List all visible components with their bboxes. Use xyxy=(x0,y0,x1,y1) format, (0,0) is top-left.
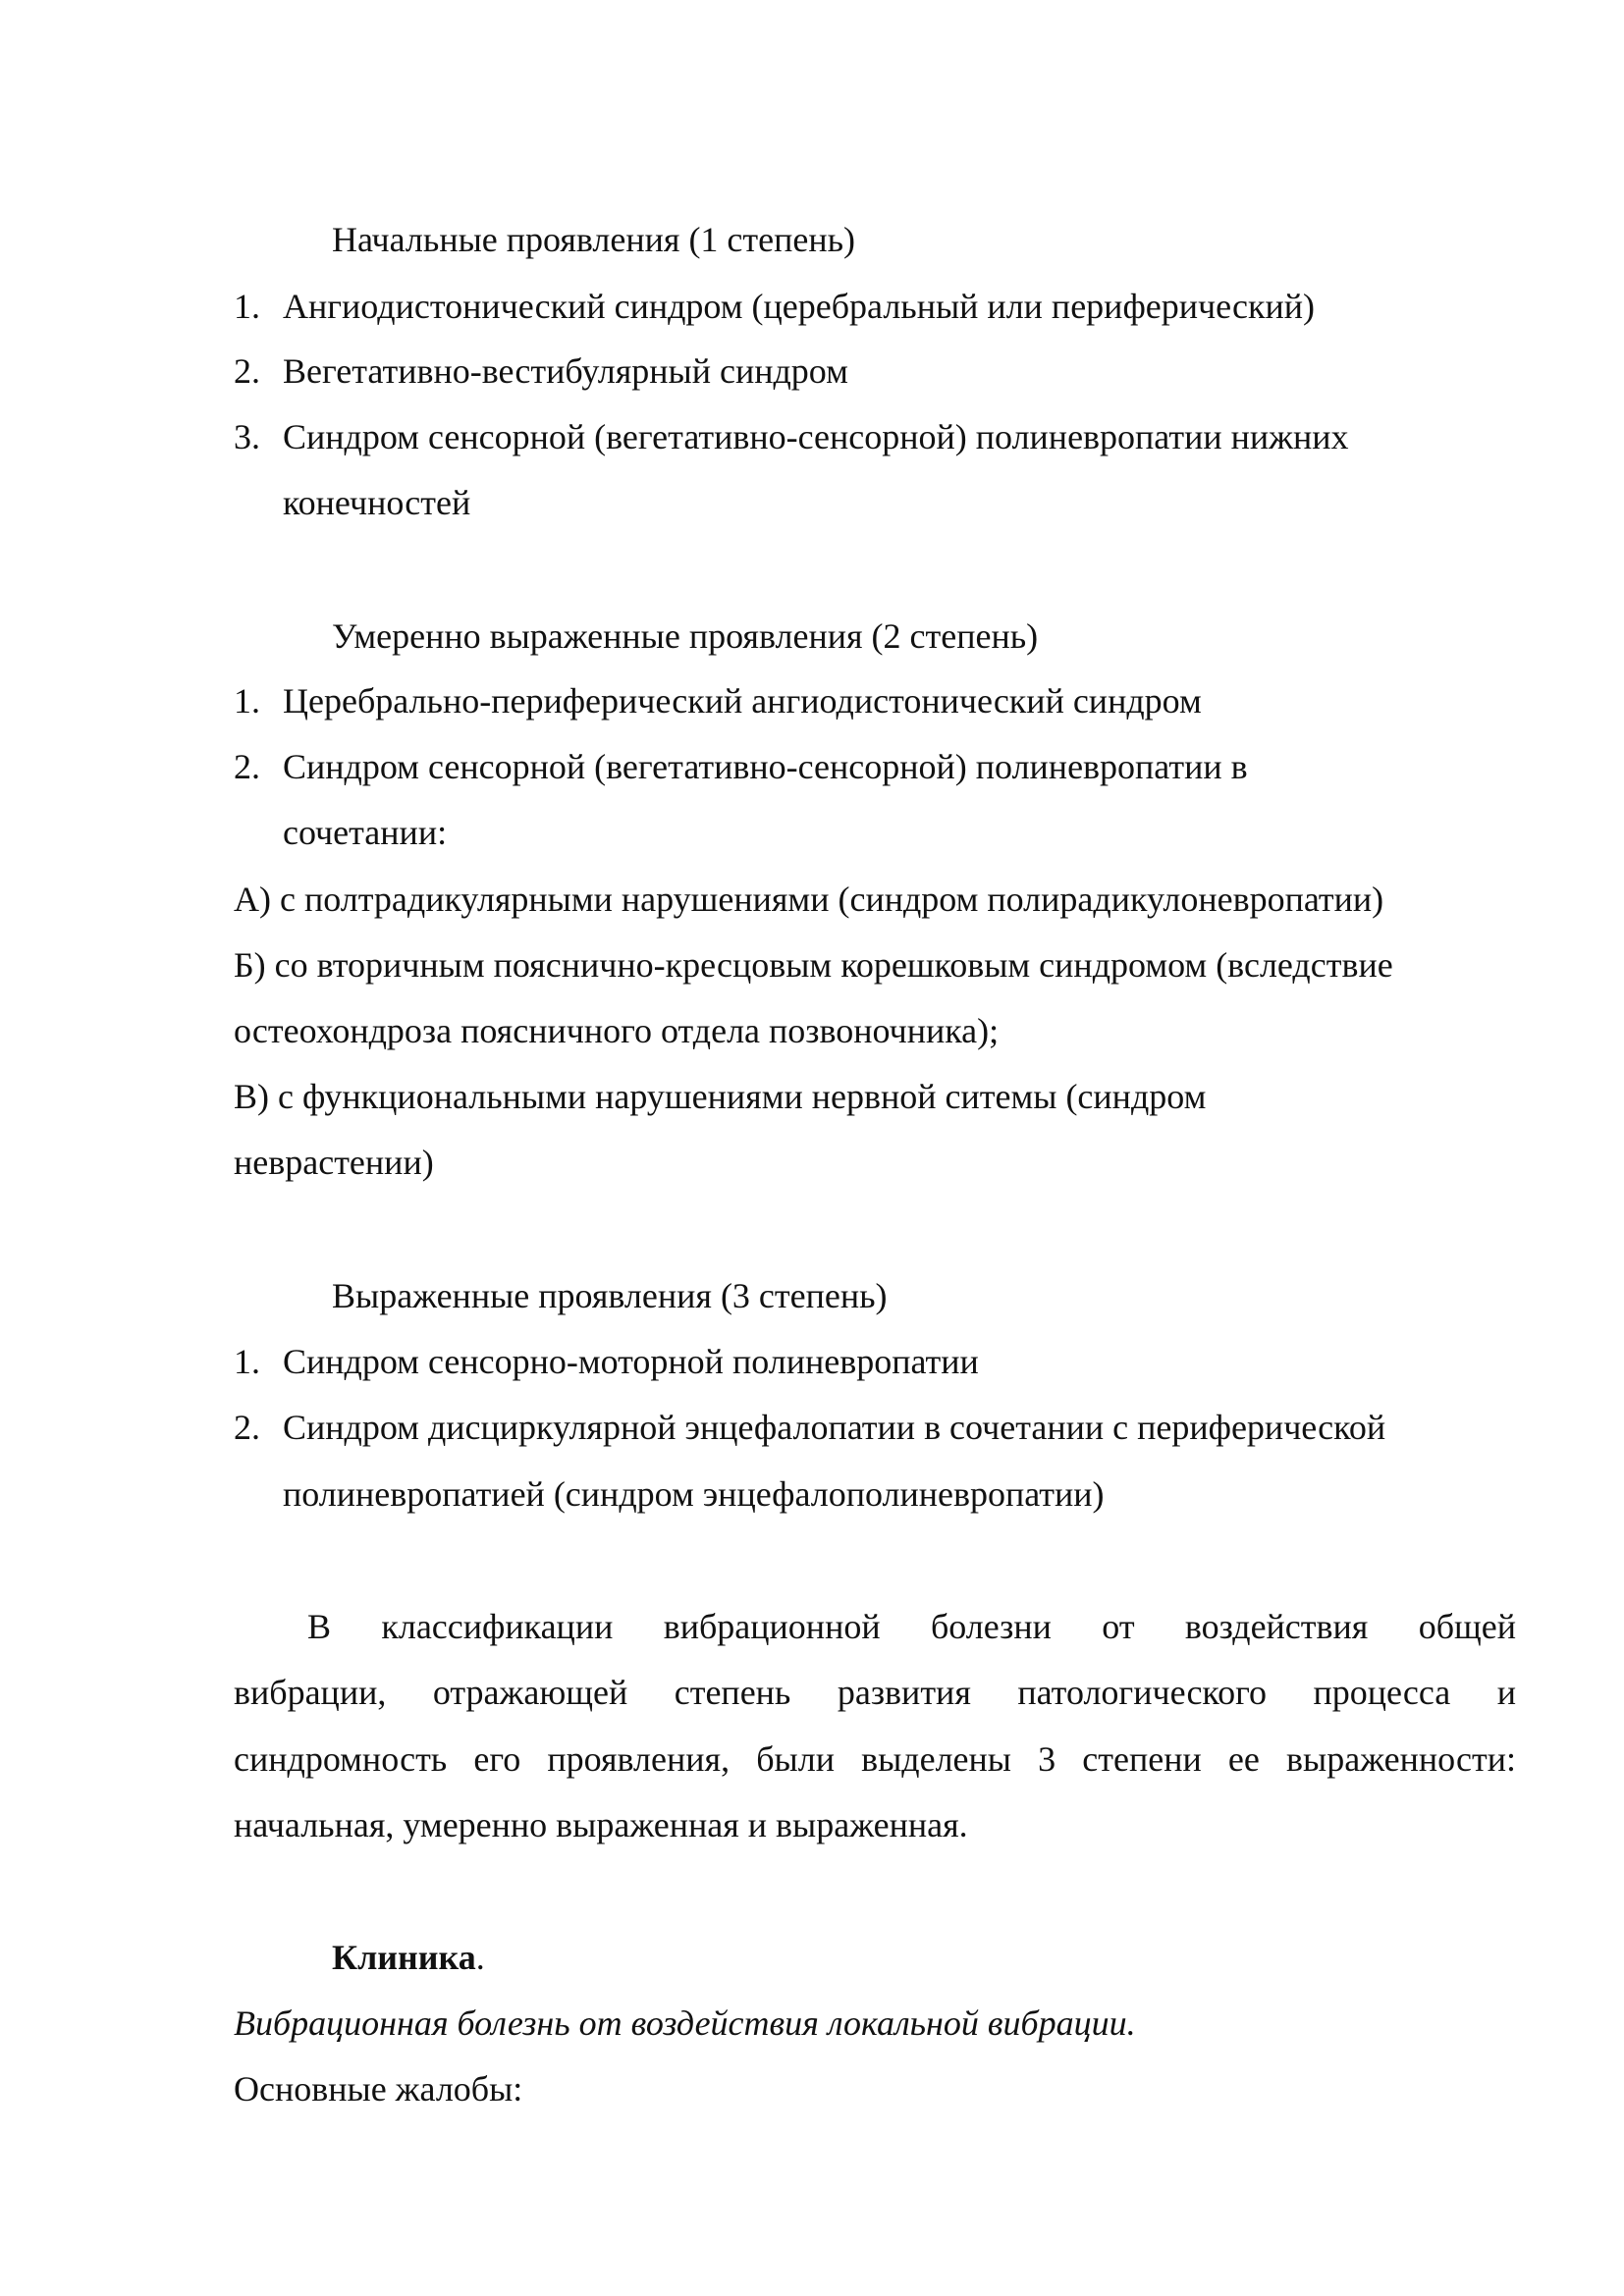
section1-item1-text: Ангиодистонический синдром (церебральный или периферический) xyxy=(283,287,1315,326)
clinic-heading-dot: . xyxy=(475,1938,485,1977)
section2-subitem-b: Б) со вторичным пояснично-кресцовым корешковым синдромом (вследствие xyxy=(234,945,1393,985)
section2-item2-text-cont: сочетании: xyxy=(283,813,448,852)
section2-subitem-c-cont: неврастении) xyxy=(234,1143,434,1182)
section2-item2-number: 2. xyxy=(234,747,260,786)
section1-item2-text: Вегетативно-вестибулярный синдром xyxy=(283,351,848,391)
section1-item3-number: 3. xyxy=(234,417,260,456)
section3-item1-text: Синдром сенсорно-моторной полиневропатии xyxy=(283,1342,979,1381)
clinic-complaints: Основные жалобы: xyxy=(234,2069,523,2109)
section2-item1-number: 1. xyxy=(234,681,260,721)
section1-heading: Начальные проявления (1 степень) xyxy=(332,220,856,259)
paragraph-line-1: В классификации вибрационной болезни от воздействия общей xyxy=(307,1607,1516,1646)
section3-item1-number: 1. xyxy=(234,1342,260,1381)
clinic-heading xyxy=(332,1936,485,1979)
section2-heading: Умеренно выраженные проявления (2 степень) xyxy=(332,616,1039,656)
section3-item2-number: 2. xyxy=(234,1408,260,1447)
section2-subitem-b-cont: остеохондроза поясничного отдела позвоночника); xyxy=(234,1011,1000,1050)
section1-item1-number: 1. xyxy=(234,287,260,326)
section1-item3-text-cont: конечностей xyxy=(283,483,471,522)
clinic-heading-bold: Клиника xyxy=(332,1938,476,1977)
section1-item3-text: Синдром сенсорной (вегетативно-сенсорной) полиневропатии нижних xyxy=(283,417,1349,456)
section3-item2-text: Синдром дисциркулярной энцефалопатии в сочетании с периферической xyxy=(283,1408,1386,1447)
section2-subitem-a: А) с полтрадикулярными нарушениями (синдром полирадикулоневропатии) xyxy=(234,880,1384,919)
section1-item2-number: 2. xyxy=(234,351,260,391)
section2-subitem-c: В) с функциональными нарушениями нервной ситемы (синдром xyxy=(234,1077,1207,1116)
section3-item2-text-cont: полиневропатией (синдром энцефалополиневропатии) xyxy=(283,1474,1105,1514)
paragraph-line-3: синдромность его проявления, были выделены 3 степени ее выраженности: xyxy=(234,1739,1516,1779)
section2-item1-text: Церебрально-периферический ангиодистонический синдром xyxy=(283,681,1202,721)
section2-item2-text: Синдром сенсорной (вегетативно-сенсорной) полиневропатии в xyxy=(283,747,1248,786)
paragraph-line-4: начальная, умеренно выраженная и выраженная. xyxy=(234,1805,968,1844)
clinic-subtitle: Вибрационная болезнь от воздействия локальной вибрации. xyxy=(234,2003,1136,2043)
paragraph-line-2: вибрации, отражающей степень развития патологического процесса и xyxy=(234,1673,1516,1712)
section3-heading: Выраженные проявления (3 степень) xyxy=(332,1276,888,1315)
